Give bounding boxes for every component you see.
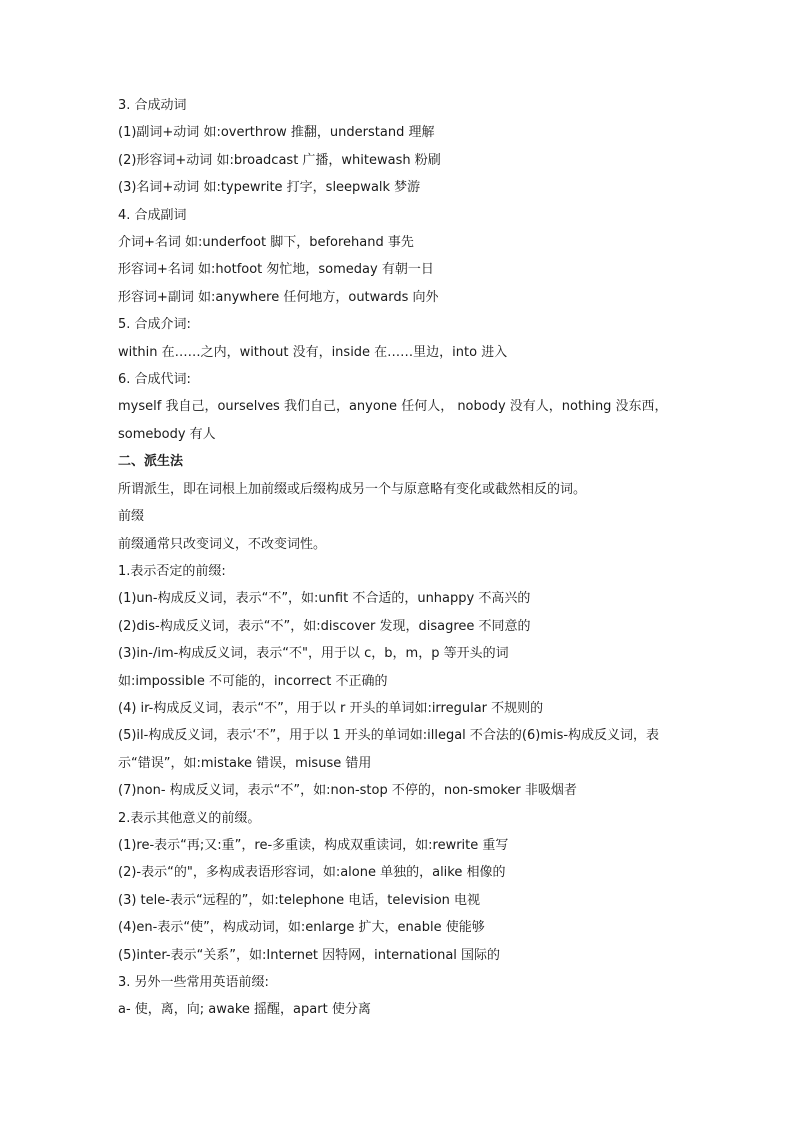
subheading-prefixes: 前缀	[118, 509, 145, 525]
heading-compound-pronouns: 6. 合成代词:	[118, 372, 191, 388]
text-line: (3)名词+动词 如:typewrite 打字，sleepwalk 梦游	[118, 180, 421, 196]
text-line: (7)non- 构成反义词，表示“不”，如:non-stop 不停的，non-smoker 非吸烟者	[118, 783, 577, 799]
text-line: (4) ir-构成反义词，表示“不”，用于以 r 开头的单词如:irregular 不规则的	[118, 700, 544, 716]
heading-compound-prepositions: 5. 合成介词:	[118, 317, 191, 333]
text-line: (3)in-/im-构成反义词，表示“不"，用于以 c，b，m，p 等开头的词	[118, 646, 509, 662]
text-line: 形容词+名词 如:hotfoot 匆忙地，someday 有朝一日	[118, 262, 434, 278]
text-line: (5)inter-表示“关系”，如:Internet 因特网，international 国际的	[118, 947, 501, 963]
text-line: 示“错误”，如:mistake 错误，misuse 错用	[118, 755, 372, 771]
heading-compound-adverbs: 4. 合成副词	[118, 207, 187, 223]
text-line: myself 我自己，ourselves 我们自己，anyone 任何人， nobody 没有人，nothing 没东西，	[118, 399, 668, 415]
text-line: 介词+名词 如:underfoot 脚下，beforehand 事先	[118, 235, 414, 251]
text-line: (5)il-构成反义词，表示‘不”，用于以 1 开头的单词如:illegal 不合法的(6)mis-构成反义词，表	[118, 728, 660, 744]
heading-compound-verbs: 3. 合成动词	[118, 98, 187, 113]
text-line: (1)re-表示“再;又:重”，re-多重读，构成双重读词，如:rewrite 重写	[118, 837, 509, 853]
text-line: within 在……之内，without 没有，inside 在……里边，into 进入	[118, 344, 508, 360]
text-line: (2)-表示“的"，多构成表语形容词，如:alone 单独的，alike 相像的	[118, 865, 506, 881]
text-line: (2)形容词+动词 如:broadcast 广播，whitewash 粉刷	[118, 152, 441, 168]
text-line: (4)en-表示“使”，构成动词，如:enlarge 扩大，enable 使能够	[118, 920, 485, 936]
heading-other-prefixes: 2.表示其他意义的前缀。	[118, 810, 261, 826]
text-line: 所谓派生，即在词根上加前缀或后缀构成另一个与原意略有变化或截然相反的词。	[118, 481, 587, 497]
heading-negative-prefixes: 1.表示否定的前缀:	[118, 563, 226, 579]
text-line: (2)dis-构成反义词，表示“不”，如:discover 发现，disagree 不同意的	[118, 618, 531, 634]
text-line: a- 使，离，向; awake 摇醒，apart 使分离	[118, 1002, 371, 1018]
text-line: (1)un-构成反义词，表示“不”，如:unfit 不合适的，unhappy 不高兴的	[118, 591, 531, 607]
text-line: somebody 有人	[118, 426, 216, 442]
document-body	[118, 92, 688, 1024]
text-line: (1)副词+动词 如:overthrow 推翻，understand 理解	[118, 125, 435, 141]
text-line: 前缀通常只改变词义，不改变词性。	[118, 536, 327, 552]
text-line: 形容词+副词 如:anywhere 任何地方，outwards 向外	[118, 289, 439, 305]
text-line: (3) tele-表示“远程的”，如:telephone 电话，television 电视	[118, 892, 481, 908]
section-heading-derivation: 二、派生法	[118, 454, 184, 470]
text-line: 如:impossible 不可能的，incorrect 不正确的	[118, 673, 388, 689]
heading-common-prefixes: 3. 另外一些常用英语前缀:	[118, 975, 269, 990]
